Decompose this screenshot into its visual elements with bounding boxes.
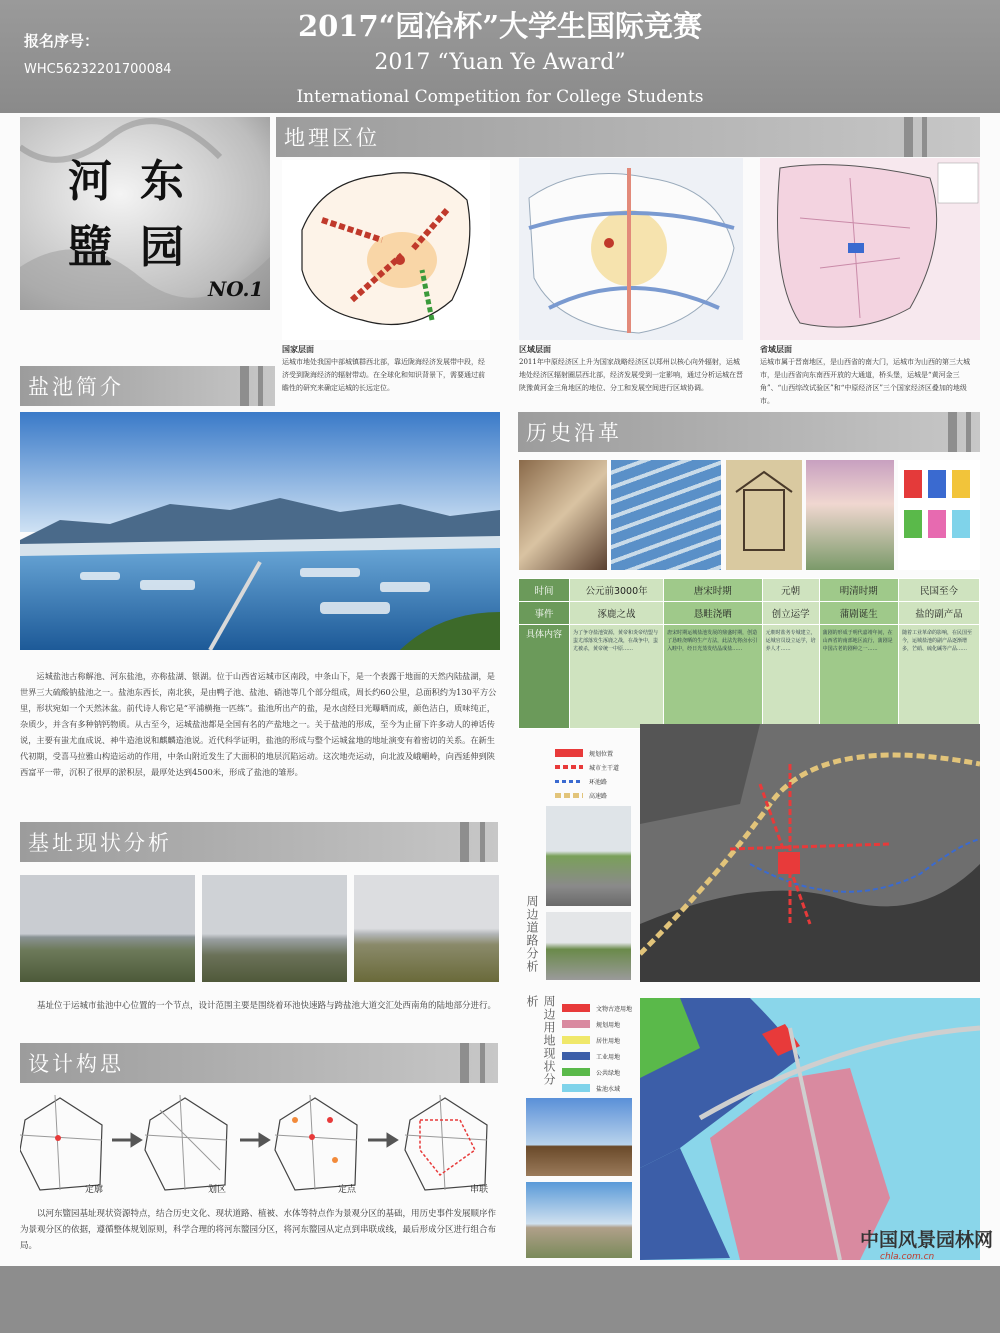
- legend-item: [555, 746, 635, 760]
- legend-label: 工业用地: [596, 1053, 621, 1061]
- page-header: [0, 0, 1000, 113]
- bar-stripe: [948, 412, 957, 452]
- geo-text-regional: 2011年中原经济区上升为国家战略经济区以郑州以核心向外辐射，运城地处经济区辐射圈层西北部，经济发展受到一定影响，通过分析运城在晋陕豫黄河金三角地区的地位、分工和发展空间进行区域协调。: [519, 358, 743, 392]
- cover-char-3: 园: [140, 222, 184, 273]
- bar-stripe: [460, 822, 469, 862]
- section-title-intro: 盐池简介: [28, 375, 124, 399]
- legend-swatch: [562, 1020, 590, 1028]
- bar-stripe: [904, 117, 913, 157]
- legend-swatch: [562, 1052, 590, 1060]
- timeline-time: 明清时期: [819, 579, 898, 602]
- legend-label: 文物古迹用地: [596, 1005, 633, 1013]
- bar-stripe: [240, 366, 249, 406]
- legend-label: 公共绿地: [596, 1069, 621, 1077]
- legend-label: 盐池水域: [596, 1085, 621, 1093]
- legend-swatch: [555, 780, 583, 783]
- legend-item: [562, 1032, 642, 1048]
- concept-step-label: 定点: [338, 1185, 357, 1195]
- site-photo-3: [354, 875, 499, 982]
- timeline-event: 盐的副产品: [899, 602, 980, 625]
- timeline-event: 恳畦浇晒: [664, 602, 763, 625]
- concept-diagrams: [20, 1090, 498, 1198]
- cover-calligraphy-image: [20, 117, 270, 310]
- temple-drawing-graphic: [726, 460, 802, 570]
- salt-lake-graphic: [20, 412, 500, 650]
- section-title-history: 历史沿革: [526, 421, 622, 445]
- timeline-head-content: 具体内容: [519, 625, 570, 729]
- roads-aerial-map: [640, 724, 980, 982]
- geo-text-national: 运城市地处我国中部城镇群西北部，靠近陇海经济发展带中段，经济受到陇海经济的辐射带动。在全球化和知识背景下，需要通过前瞻性的研究来确定运城的长远定位。: [282, 358, 485, 392]
- map-caption-national: 国家层面: [282, 345, 314, 354]
- legend-item: [555, 760, 635, 774]
- site-text: 基址位于运城市盐池中心位置的一个节点，设计范围主要是围绕着环池快速路与跨盐池大道交汇处西南角的陆地部分进行。: [37, 1001, 497, 1011]
- landuse-side-title: 周边用地现状分析: [525, 995, 556, 1086]
- roads-legend: [555, 746, 635, 806]
- history-photo-salt-fields: [611, 460, 721, 570]
- intro-text: 运城盐池古称解池、河东盐池，亦称盐湖、银湖。位于山西省运城市区南段，中条山下，是一个表露于地面的天然内陆盐湖，是世界三大硫酸钠盐池之一。盐池东西长，南北狭，是由鸭子池、盐池、硝池等几个部分组成，周长约60公里，总面积约为130平方公里，形状宛如一个天然沐盆。前代诗人称它是“平浦横拖一匹练”。盐池所出产的盐，是水卤经日光曝晒而成，颜色洁白，质味纯正，杂质少，并含有多种钠钙物质。从古至今，运城盐池都是全国有名的产盐地之一。关于盐池的形成，至今为止留下许多动人的神话传说，主要有蚩尤血成说、神牛造池说和麒麟造池说。近代科学证明，盐池的形成与整个运城盆地的地址演变有着密切的关系。在新生代初期，受喜马拉雅山构造运动的作用，中条山附近发生了大面积的地层沉陷运动。这次地壳运动，向北波及峨嵋岭，向西延伸到陕西富平一带，沉积了很厚的淤积层，最厚处达到4500米，形成了盐池的雏形。: [20, 671, 497, 777]
- bar-stripe: [966, 412, 971, 452]
- landuse-legend: [562, 1000, 642, 1096]
- legend-label: 居住用地: [596, 1037, 621, 1045]
- timeline-content: 为了争夺盐池资源，黄帝和炎帝结盟与蚩尤部落发生涿鹿之战，在战争中，蚩尤被杀，黄帝统一中原……: [570, 625, 664, 729]
- legend-item: [562, 1064, 642, 1080]
- section-bar-site: [20, 822, 498, 862]
- concept-text: 以河东盬园基址现状资源特点，结合历史文化、现状道路、植被、水体等特点作为景观分区的基础，用历史事件发展顺序作为景观分区的依据，遵循整体规划原则，科学合理的将河东盬园分区，将河东盬园从定点到串联成线，最后形成分区进行组合布局。: [20, 1209, 497, 1251]
- timeline-event: 创立运学: [762, 602, 819, 625]
- road-photo-1: [546, 806, 631, 906]
- history-photo-battle: [519, 460, 607, 570]
- section-bar-geo: [276, 117, 980, 157]
- map-caption-provincial: 省域层面: [760, 345, 792, 354]
- legend-label: 规划用地: [596, 1021, 621, 1029]
- cover-char-1: 东: [140, 156, 184, 207]
- provincial-map-graphic: [760, 158, 980, 340]
- legend-swatch: [555, 793, 583, 798]
- timeline-head-time: 时间: [519, 579, 570, 602]
- timeline-content: 元朝时盐务专城建立，运城官员设立运学，培养人才……: [762, 625, 819, 729]
- history-timeline-table: [518, 578, 980, 729]
- cover-number: NO.1: [208, 277, 264, 301]
- national-map: [282, 160, 490, 340]
- history-photo-temple-drawing: [726, 460, 802, 570]
- timeline-time: 唐宋时期: [664, 579, 763, 602]
- legend-label: 环池路: [589, 778, 608, 786]
- history-photo-opera: [806, 460, 894, 570]
- competition-title-en: 2017 “Yuan Ye Award”: [374, 50, 626, 75]
- timeline-head-event: 事件: [519, 602, 570, 625]
- timeline-time: 元朝: [762, 579, 819, 602]
- bar-stripe: [480, 822, 485, 862]
- legend-label: 规划位置: [589, 750, 614, 758]
- legend-swatch: [555, 749, 583, 757]
- bar-stripe: [480, 1043, 485, 1083]
- legend-item: [562, 1000, 642, 1016]
- map-caption-regional: 区域层面: [519, 345, 551, 354]
- timeline-content: 蒲剧的形成于明代嘉靖年间，在山西省的南部地区流行，蒲剧是中国古老的剧种之一……: [819, 625, 898, 729]
- site-photo-2: [202, 875, 347, 982]
- registration-label: 报名序号：: [24, 32, 100, 50]
- provincial-map: [760, 158, 980, 340]
- national-map-graphic: [282, 160, 490, 340]
- legend-label: 城市主干道: [589, 764, 620, 772]
- section-bar-history: [518, 412, 980, 452]
- landuse-map-graphic: [640, 998, 980, 1260]
- roads-side-title: 周边道路分析: [525, 895, 539, 973]
- regional-map: [519, 158, 743, 340]
- cover-char-4: 盬: [68, 222, 112, 273]
- section-bar-intro: [20, 366, 275, 406]
- legend-item: [562, 1048, 642, 1064]
- regional-map-graphic: [519, 158, 743, 340]
- timeline-row-content: [519, 625, 980, 729]
- bar-stripe: [460, 1043, 469, 1083]
- legend-swatch: [562, 1036, 590, 1044]
- section-title-geo: 地理区位: [284, 126, 380, 150]
- section-bar-concept: [20, 1043, 498, 1083]
- cover-char-2: 河: [68, 156, 112, 207]
- road-photo-2: [546, 912, 631, 980]
- legend-item: [555, 788, 635, 802]
- section-title-site: 基址现状分析: [28, 831, 172, 855]
- timeline-content: 唐宋时期运城盐池发展的鼎盛时期，创造了恳畦浇晒的生产方法，此法先将卤水引入畦中，经日光蒸发结晶成盐……: [664, 625, 763, 729]
- concept-step-label: 定廓: [85, 1185, 104, 1195]
- landuse-photo-temple: [526, 1098, 632, 1176]
- legend-swatch: [562, 1068, 590, 1076]
- competition-title-cn: 2017“园冶杯”大学生国际竞赛: [297, 9, 703, 43]
- products-graphic: [898, 460, 980, 570]
- bar-stripe: [922, 117, 927, 157]
- legend-swatch: [562, 1004, 590, 1012]
- legend-label: 高速路: [589, 792, 608, 800]
- site-photo-1: [20, 875, 195, 982]
- legend-item: [562, 1016, 642, 1032]
- timeline-event: 涿鹿之战: [570, 602, 664, 625]
- timeline-time: 公元前3000年: [570, 579, 664, 602]
- history-photo-products: [898, 460, 980, 570]
- timeline-event: 蒲剧诞生: [819, 602, 898, 625]
- legend-swatch: [555, 765, 583, 769]
- registration-number: WHC56232201700084: [24, 62, 172, 77]
- legend-item: [562, 1080, 642, 1096]
- roads-aerial-graphic: [640, 724, 980, 982]
- section-title-concept: 设计构思: [28, 1052, 124, 1076]
- legend-item: [555, 774, 635, 788]
- bar-stripe: [258, 366, 263, 406]
- page-footer: [0, 1266, 1000, 1333]
- landuse-photo-buildings: [526, 1182, 632, 1258]
- competition-subtitle-en: International Competition for College Students: [296, 87, 704, 107]
- timeline-content: 随着工业革命的影响，在民国至今，运城盐池的副产品逐渐增多，芒硝、硫化碱等产品……: [899, 625, 980, 729]
- timeline-row-event: [519, 602, 980, 625]
- timeline-time: 民国至今: [899, 579, 980, 602]
- concept-step-label: 串联: [470, 1185, 489, 1195]
- watermark-url: chla.com.cn: [880, 1252, 935, 1262]
- legend-swatch: [562, 1084, 590, 1092]
- geo-text-provincial: 运城市属于晋南地区，是山西省的南大门，运城市为山西的第三大城市，是山西省向东南西开放的大通道，桥头堡，运城是“黄河金三角”、“山西综改试验区”和“中原经济区”三个国家经济区叠加的地级市。: [760, 358, 970, 405]
- watermark-cn: 中国风景园林网: [860, 1229, 994, 1251]
- timeline-row-time: [519, 579, 980, 602]
- landuse-map: [640, 998, 980, 1260]
- concept-step-label: 划区: [208, 1185, 227, 1195]
- salt-lake-photo: [20, 412, 500, 650]
